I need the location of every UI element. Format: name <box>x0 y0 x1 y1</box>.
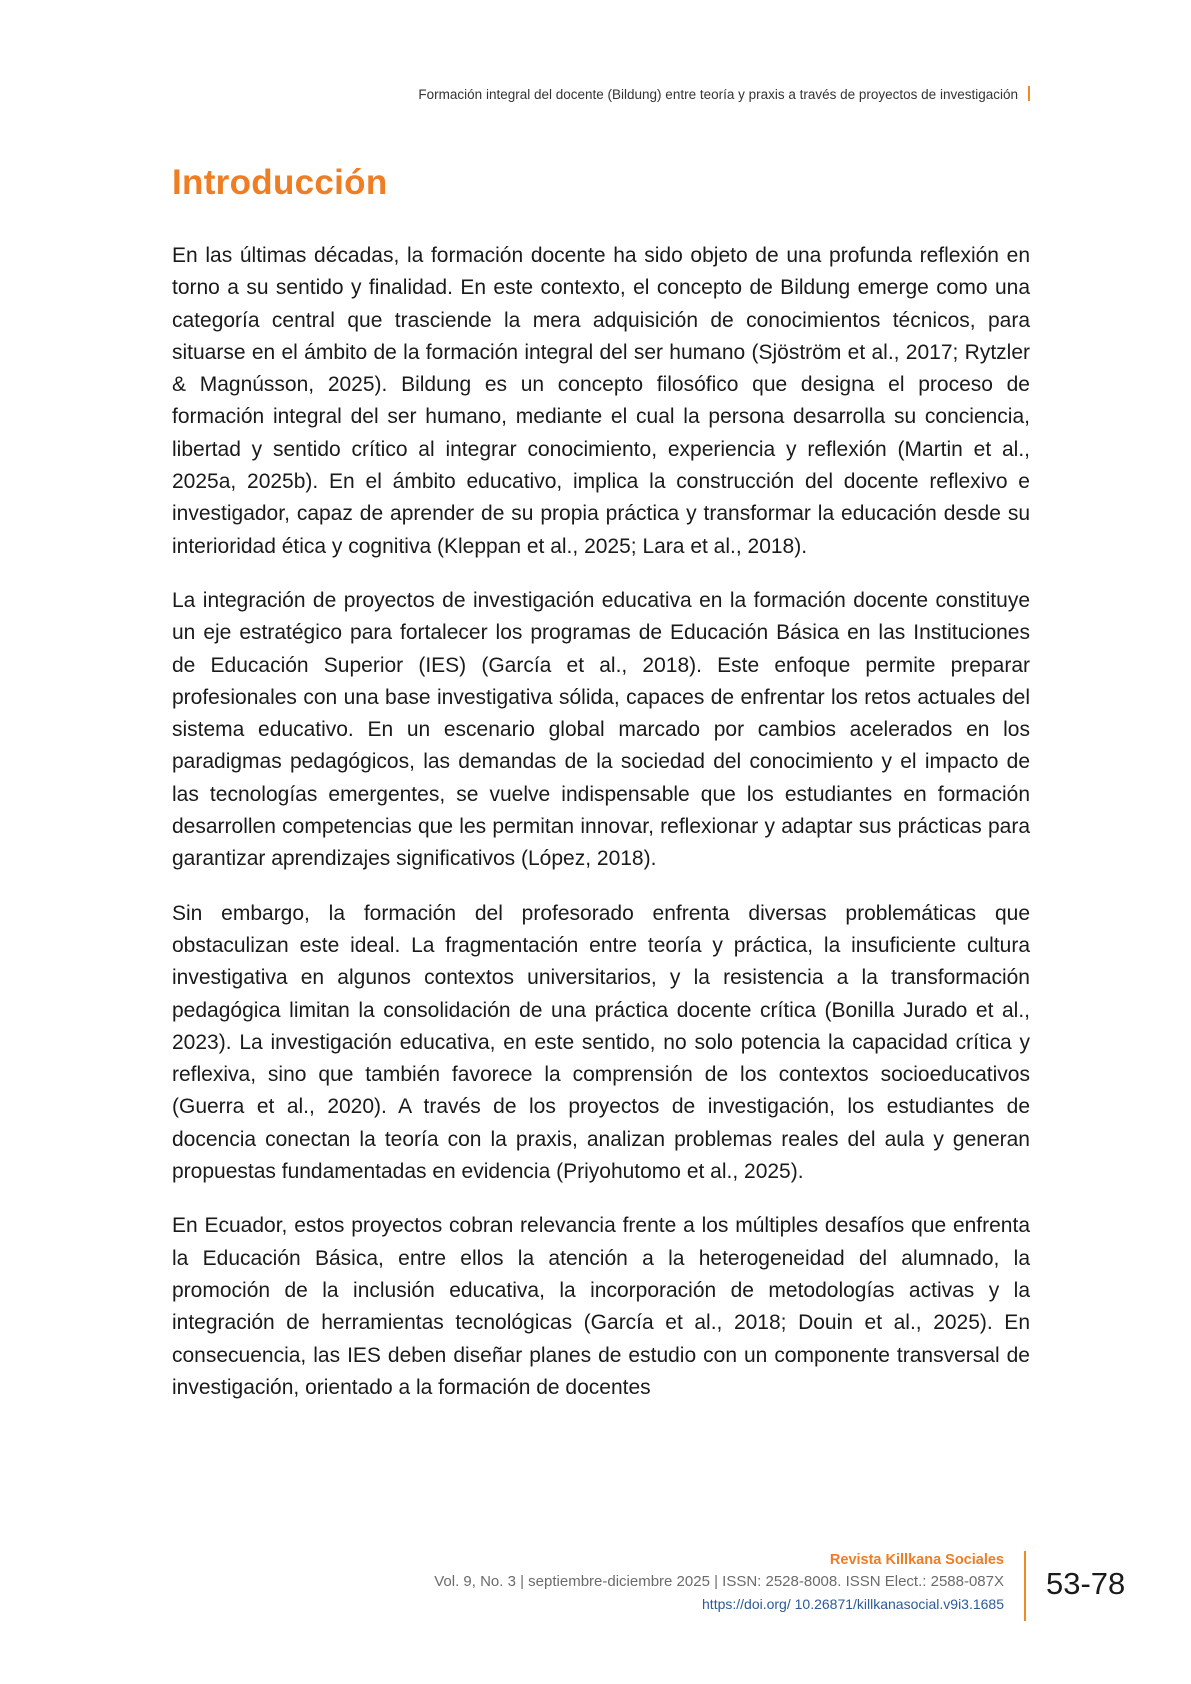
issue-info: Vol. 9, No. 3 | septiembre-diciembre 2025 | ISSN: 2528-8008. ISSN Elect.: 2588-087X <box>434 1573 1004 1590</box>
doi-link[interactable]: https://doi.org/ 10.26871/killkanasocial.v9i3.1685 <box>702 1596 1004 1612</box>
running-title: Formación integral del docente (Bildung) entre teoría y praxis a través de proyectos de investigación <box>418 87 1018 102</box>
journal-name: Revista Killkana Sociales <box>829 1552 1004 1568</box>
paragraph: Sin embargo, la formación del profesorado enfrenta diversas problemáticas que obstaculizan este ideal. La fragmentación entre teoría y práctica, la insuficiente cultura investigativa en algunos contextos universitarios, y la resistencia a la transformación pedagógica limitan la consolidación de una práctica docente crítica (Bonilla Jurado et al., 2023). La investigación educativa, en este sentido, no solo potencia la capacidad crítica y reflexiva, sino que también favorece la comprensión de los contextos socioeducativos (Guerra et al., 2020). A través de los proyectos de investigación, los estudiantes de docencia conectan la teoría con la praxis, analizan problemas reales del aula y generan propuestas fundamentadas en evidencia (Priyohutomo et al., 2025). <box>172 901 1030 1184</box>
paragraph: En Ecuador, estos proyectos cobran relevancia frente a los múltiples desafíos que enfrenta la Educación Básica, entre ellos la atención a la heterogeneidad del alumnado, la promoción de la inclusión educativa, la incorporación de metodologías activas y la integración de herramientas tecnológicas (García et al., 2018; Douin et al., 2025). En consecuencia, las IES deben diseñar planes de estudio con un componente transversal de investigación, orientado a la formación de docentes <box>172 1214 1030 1399</box>
section-heading: Introducción <box>172 163 388 202</box>
running-head <box>0 86 1030 102</box>
article-body <box>172 240 1030 1426</box>
paragraph: La integración de proyectos de investigación educativa en la formación docente constituye un eje estratégico para fortalecer los programas de Educación Básica en las Instituciones de Educación Superior (IES) (García et al., 2018). Este enfoque permite preparar profesionales con una base investigativa sólida, capaces de enfrentar los retos actuales del sistema educativo. En un escenario global marcado por cambios acelerados en los paradigmas pedagógicos, las demandas de la sociedad del conocimiento y el impacto de las tecnologías emergentes, se vuelve indispensable que los estudiantes en formación desarrollen competencias que les permitan innovar, reflexionar y adaptar sus prácticas para garantizar aprendizajes significativos (López, 2018). <box>172 588 1030 871</box>
header-divider <box>1028 86 1030 101</box>
footer-info <box>0 1549 1004 1615</box>
paragraph: En las últimas décadas, la formación docente ha sido objeto de una profunda reflexión en torno a su sentido y finalidad. En este contexto, el concepto de Bildung emerge como una categoría central que trasciende la mera adquisición de conocimientos técnicos, para situarse en el ámbito de la formación integral del ser humano (Sjöström et al., 2017; Rytzler & Magnússon, 2025). Bildung es un concepto filosófico que designa el proceso de formación integral del ser humano, mediante el cual la persona desarrolla su conciencia, libertad y sentido crítico al integrar conocimiento, experiencia y reflexión (Martin et al., 2025a, 2025b). En el ámbito educativo, implica la construcción del docente reflexivo e investigador, capaz de aprender de su propia práctica y transformar la educación desde su interioridad ética y cognitiva (Kleppan et al., 2025; Lara et al., 2018). <box>172 244 1030 558</box>
footer-divider <box>1024 1551 1026 1621</box>
page-range: 53-78 <box>1046 1566 1126 1601</box>
